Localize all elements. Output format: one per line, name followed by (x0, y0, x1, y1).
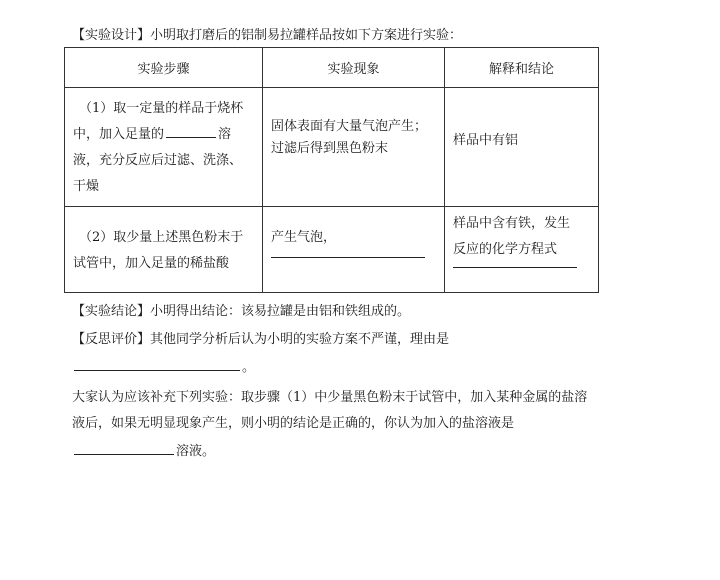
header-steps: 实验步骤 (65, 48, 263, 88)
experiment-table (64, 47, 599, 293)
answer-blank[interactable] (166, 136, 216, 138)
table-row (65, 207, 599, 293)
supplement-line1: 大家认为应该补充下列实验：取步骤（1）中少量黑色粉末于试管中，加入某种金属的盐溶 (72, 390, 588, 405)
row1-step-line1: （1）取一定量的样品于烧杯 (79, 101, 244, 116)
table-header-row (65, 48, 599, 88)
row2-step-line2: 试管中，加入足量的稀盐酸 (73, 256, 230, 271)
conclusion-line: 【实验结论】小明得出结论：该易拉罐是由铝和铁组成的。 (72, 304, 411, 319)
row1-phenomenon-line2: 过滤后得到黑色粉末 (271, 141, 389, 156)
answer-blank[interactable] (74, 369, 240, 371)
answer-blank[interactable] (74, 453, 174, 455)
supplement-line3: 溶液。 (72, 440, 215, 459)
row2-steps (65, 207, 263, 293)
answer-blank[interactable] (271, 257, 425, 258)
row2-conclusion-line2: 反应的化学方程式 (453, 242, 558, 257)
row1-step-line3: 液，充分反应后过滤、洗涤、 (73, 153, 243, 168)
design-heading: 【实验设计】小明取打磨后的铝制易拉罐样品按如下方案进行实验： (72, 28, 463, 43)
row2-phenomenon-text: 产生气泡， (271, 230, 337, 245)
answer-blank[interactable] (453, 267, 577, 268)
header-phenomenon: 实验现象 (263, 48, 445, 88)
reflection-answer: 。 (72, 356, 255, 375)
row1-step-line4: 干燥 (73, 179, 100, 194)
row2-conclusion-line1: 样品中含有铁，发生 (453, 216, 571, 231)
row1-steps (65, 88, 263, 207)
row1-phenomenon (263, 88, 445, 207)
row2-step-line1: （2）取少量上述黑色粉末于 (79, 230, 244, 245)
row1-conclusion (445, 88, 599, 207)
row2-phenomenon (263, 207, 445, 293)
row1-phenomenon-line1: 固体表面有大量气泡产生； (271, 119, 428, 134)
row1-step-line2: 中，加入足量的 溶 (73, 127, 232, 142)
header-conclusion: 解释和结论 (445, 48, 599, 88)
table-row (65, 88, 599, 207)
supplement-line2: 液后，如果无明显现象产生，则小明的结论是正确的，你认为加入的盐溶液是 (72, 416, 515, 431)
row1-conclusion-text: 样品中有铝 (453, 133, 519, 148)
reflection-line: 【反思评价】其他同学分析后认为小明的实验方案不严谨，理由是 (72, 332, 450, 347)
row2-conclusion (445, 207, 599, 293)
